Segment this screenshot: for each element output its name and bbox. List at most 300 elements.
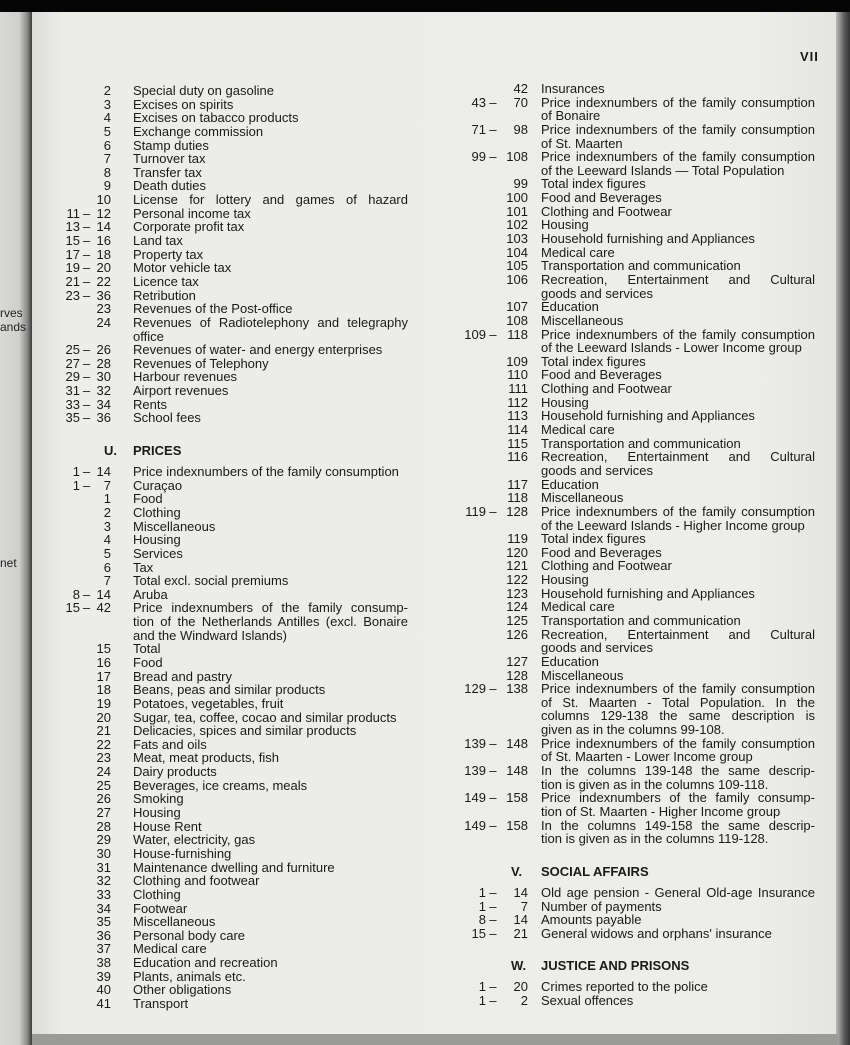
entry-line: Price indexnumbers of the family consumption: [541, 681, 815, 697]
entry-line: Medical care: [541, 422, 615, 438]
range-end: 36: [96, 287, 111, 303]
entry-description: [133, 683, 408, 697]
table-number: [18, 942, 118, 956]
toc-entry: [400, 232, 818, 246]
entry-description: [541, 980, 815, 994]
entry-line: Food and Beverages: [541, 367, 662, 383]
entry-line: Old age pension - General Old-age Insurance: [541, 884, 815, 900]
table-number: [18, 179, 118, 193]
table-number: [18, 302, 118, 316]
number: 26: [96, 791, 111, 807]
table-number: [18, 465, 118, 479]
entry-line: Beans, peas and similar products: [133, 682, 326, 698]
toc-entry: [0, 888, 410, 902]
table-number: [18, 111, 118, 125]
table-number: [428, 532, 528, 546]
entry-line: Exchange commission: [133, 123, 264, 139]
entry-line: Medical care: [133, 941, 207, 957]
range-dash: –: [489, 979, 497, 995]
entry-line: Excises on spirits: [133, 96, 234, 112]
entry-description: [541, 437, 815, 451]
number: 128: [506, 667, 528, 683]
entry-line: In the columns 149-158 the same descrip-: [541, 817, 815, 833]
entry-line: Revenues of Telephony: [133, 355, 269, 371]
entry-line: Transportation and communication: [541, 612, 741, 628]
toc-entry: [0, 492, 410, 506]
entry-description: [133, 111, 408, 125]
range-end: 118: [507, 326, 528, 342]
table-number: [428, 246, 528, 260]
entry-line: Rents: [133, 396, 167, 412]
table-number: [428, 655, 528, 669]
entry-description: [133, 888, 408, 902]
entry-description: [541, 546, 815, 560]
toc-entry: [0, 506, 410, 520]
entry-line: Turnover tax: [133, 151, 206, 167]
entry-line: School fees: [133, 410, 201, 426]
entry-description: [133, 601, 408, 642]
entry-description: [541, 791, 815, 818]
range-dash: –: [489, 94, 497, 110]
entry-description: [133, 983, 408, 997]
toc-entry: [0, 111, 410, 125]
number: 120: [506, 544, 528, 560]
number: 106: [506, 271, 528, 287]
toc-entry: [0, 207, 410, 221]
toc-entry: [400, 886, 818, 900]
entry-line: Price indexnumbers of the family consumption: [541, 94, 815, 110]
entry-description: [133, 179, 408, 193]
range-start: 15: [65, 600, 80, 616]
number: 37: [96, 941, 111, 957]
entry-description: [133, 929, 408, 943]
range-end: 12: [96, 205, 111, 221]
table-number: [18, 398, 118, 412]
entry-description: [133, 656, 408, 670]
entry-description: [541, 913, 815, 927]
entry-description: [541, 614, 815, 628]
range-dash: –: [82, 205, 91, 221]
range-end: 108: [506, 149, 528, 165]
number: 32: [96, 873, 111, 889]
entry-description: [133, 915, 408, 929]
number: 104: [506, 244, 528, 260]
toc-entry: [400, 669, 818, 683]
table-number: [428, 191, 528, 205]
entry-line: Price indexnumbers of the family consumption: [541, 121, 815, 137]
entry-description: [541, 737, 815, 764]
entry-line: goods and services: [541, 640, 654, 656]
range-end: 16: [96, 233, 111, 249]
table-number: [18, 915, 118, 929]
table-number: [18, 492, 118, 506]
number: 36: [96, 927, 111, 943]
toc-entry: [400, 328, 818, 355]
table-number: [18, 316, 118, 330]
entry-description: [133, 520, 408, 534]
entry-description: [133, 724, 408, 738]
table-number: [18, 765, 118, 779]
entry-description: [133, 275, 408, 289]
table-number: [428, 682, 528, 696]
section-title: SOCIAL AFFAIRS: [541, 863, 649, 879]
table-number: [428, 300, 528, 314]
number: 21: [96, 723, 111, 739]
number: 113: [507, 408, 528, 424]
entry-description: [133, 956, 408, 970]
entry-line: Price indexnumbers of the family consumption: [133, 464, 399, 480]
toc-entry: [400, 368, 818, 382]
toc-entry: [0, 84, 410, 98]
table-number: [428, 450, 528, 464]
entry-description: [133, 711, 408, 725]
table-number: [18, 207, 118, 221]
table-number: [428, 437, 528, 451]
toc-entry: [400, 628, 818, 655]
entry-line: Harbour revenues: [133, 369, 238, 385]
range-dash: –: [489, 993, 497, 1009]
number: 6: [103, 559, 111, 575]
entry-line: of St. Maarten: [541, 135, 623, 151]
section-letter: W.: [511, 958, 527, 974]
entry-description: [541, 655, 815, 669]
entry-description: [133, 765, 408, 779]
entry-description: [133, 588, 408, 602]
entry-line: Transportation and communication: [541, 258, 741, 274]
toc-entry: [400, 300, 818, 314]
entry-line: Beverages, ice creams, meals: [133, 777, 308, 793]
entry-line: Education and recreation: [133, 955, 278, 971]
toc-entry: [0, 970, 410, 984]
toc-entry: [400, 682, 818, 737]
entry-line: Water, electricity, gas: [133, 832, 256, 848]
range-dash: –: [489, 925, 497, 941]
table-number: [428, 927, 528, 941]
range-dash: –: [489, 790, 497, 806]
entry-line: Sugar, tea, coffee, cocao and similar products: [133, 709, 397, 725]
entry-line: Total excl. social premiums: [133, 573, 289, 589]
entry-line: Price indexnumbers of the family consumption: [541, 503, 815, 519]
number: 125: [506, 612, 528, 628]
table-number: [428, 737, 528, 751]
toc-entry: [400, 587, 818, 601]
table-number: [18, 520, 118, 534]
table-number: [428, 314, 528, 328]
number: 119: [507, 531, 528, 547]
number: 23: [96, 301, 111, 317]
table-number: [428, 505, 528, 519]
entry-line: Sexual offences: [541, 993, 634, 1009]
toc-entry: [400, 150, 818, 177]
entry-line: of St. Maarten - Total Population. In the: [541, 694, 815, 710]
range-end: 7: [103, 477, 111, 493]
entry-line: Services: [133, 545, 183, 561]
range-start: 1: [72, 477, 80, 493]
scan-bottom-border: [32, 1034, 838, 1045]
entry-description: [133, 847, 408, 861]
toc-entry: [0, 275, 410, 289]
range-start: 25: [65, 342, 80, 358]
toc-entry: [400, 546, 818, 560]
entry-line: Total: [133, 641, 161, 657]
table-number: [428, 177, 528, 191]
entry-description: [541, 587, 815, 601]
entry-line: Revenues of Radiotelephony and telegraphy: [133, 314, 408, 330]
toc-entry: [0, 479, 410, 493]
toc-entry: [400, 819, 818, 846]
range-end: 148: [506, 763, 528, 779]
table-number: [18, 738, 118, 752]
toc-entry: [400, 409, 818, 423]
entry-description: [541, 573, 815, 587]
number: 31: [96, 859, 111, 875]
entry-description: [133, 98, 408, 112]
range-end: 18: [96, 246, 111, 262]
toc-entry: [400, 994, 818, 1008]
range-end: 128: [506, 503, 528, 519]
entry-line: Total index figures: [541, 176, 646, 192]
range-start: 71: [471, 121, 486, 137]
number: 5: [103, 545, 111, 561]
table-number: [18, 506, 118, 520]
toc-entry: [400, 614, 818, 628]
number: 25: [96, 777, 111, 793]
toc-entry: [0, 574, 410, 588]
range-end: 158: [506, 817, 528, 833]
number: 19: [96, 695, 111, 711]
entry-description: [541, 764, 815, 791]
entry-line: tion of St. Maarten - Higher Income group: [541, 803, 781, 819]
toc-entry: [0, 533, 410, 547]
number: 29: [96, 832, 111, 848]
table-number: [428, 382, 528, 396]
number: 101: [506, 203, 528, 219]
range-start: 149: [464, 790, 486, 806]
entry-line: Price indexnumbers of the family consump-: [541, 790, 815, 806]
entry-description: [133, 302, 408, 316]
entry-line: Tax: [133, 559, 154, 575]
table-number: [428, 259, 528, 273]
range-dash: –: [82, 246, 91, 262]
number: 108: [506, 312, 528, 328]
table-number: [18, 642, 118, 656]
entry-line: Price indexnumbers of the family consumption: [541, 149, 815, 165]
toc-entry: [0, 601, 410, 642]
entry-description: [133, 248, 408, 262]
number: 24: [96, 314, 111, 330]
entry-line: and the Windward Islands): [133, 627, 287, 643]
table-number: [18, 533, 118, 547]
range-dash: –: [82, 260, 91, 276]
entry-description: [541, 82, 815, 96]
entry-line: Property tax: [133, 246, 204, 262]
range-end: 20: [513, 979, 528, 995]
entry-description: [541, 205, 815, 219]
entry-line: License for lottery and games of hazard: [133, 192, 408, 208]
table-number: [18, 751, 118, 765]
table-number: [428, 764, 528, 778]
table-number: [428, 573, 528, 587]
table-number: [18, 370, 118, 384]
number: 3: [103, 96, 111, 112]
entry-line: Transport: [133, 996, 189, 1011]
number: 4: [103, 110, 111, 126]
table-number: [428, 218, 528, 232]
entry-line: Excises on tabacco products: [133, 110, 299, 126]
range-end: 14: [96, 464, 111, 480]
entry-description: [541, 994, 815, 1008]
entry-line: Transfer tax: [133, 164, 202, 180]
range-dash: –: [82, 600, 91, 616]
toc-entry: [0, 683, 410, 697]
entry-line: Aruba: [133, 586, 168, 602]
entry-line: Dairy products: [133, 764, 217, 780]
toc-entry: [400, 437, 818, 451]
table-number: [18, 84, 118, 98]
entry-description: [541, 900, 815, 914]
page-number: VII: [800, 49, 819, 64]
toc-entry: [0, 398, 410, 412]
entry-line: goods and services: [541, 462, 654, 478]
range-dash: –: [82, 287, 91, 303]
entry-line: Fats and oils: [133, 736, 207, 752]
range-dash: –: [489, 121, 497, 137]
toc-entry: [400, 980, 818, 994]
range-dash: –: [489, 326, 497, 342]
entry-line: Licence tax: [133, 273, 199, 289]
range-dash: –: [489, 884, 497, 900]
section-title: JUSTICE AND PRISONS: [541, 958, 690, 974]
range-start: 1: [72, 464, 80, 480]
range-start: 21: [65, 273, 80, 289]
table-number: [428, 396, 528, 410]
entry-line: In the columns 139-148 the same descrip-: [541, 763, 815, 779]
entry-line: Plants, animals etc.: [133, 968, 246, 984]
entry-line: Household furnishing and Appliances: [541, 408, 755, 424]
table-number: [18, 983, 118, 997]
entry-line: Household furnishing and Appliances: [541, 585, 755, 601]
entry-description: [133, 942, 408, 956]
range-end: 21: [513, 925, 528, 941]
toc-entry: [400, 600, 818, 614]
table-number: [18, 384, 118, 398]
entry-description: [541, 532, 815, 546]
entry-line: Revenues of water- and energy enterprises: [133, 342, 383, 358]
number: 41: [96, 996, 111, 1011]
entry-description: [133, 261, 408, 275]
table-number: [428, 150, 528, 164]
range-start: 8: [478, 912, 486, 928]
entry-line: Clothing: [133, 504, 181, 520]
table-number: [18, 234, 118, 248]
toc-entry: [0, 997, 410, 1011]
entry-line: Curaçao: [133, 477, 183, 493]
table-number: [18, 820, 118, 834]
range-dash: –: [82, 369, 91, 385]
number: 8: [103, 164, 111, 180]
table-number: [18, 193, 118, 207]
entry-line: Miscellaneous: [133, 518, 216, 534]
number: 114: [507, 422, 528, 438]
entry-line: Potatoes, vegetables, fruit: [133, 695, 284, 711]
entry-description: [541, 232, 815, 246]
section-title: PRICES: [133, 443, 182, 459]
number: 117: [507, 476, 528, 492]
table-number: [18, 956, 118, 970]
entry-line: Personal body care: [133, 927, 246, 943]
toc-entry: [0, 588, 410, 602]
range-dash: –: [489, 681, 497, 697]
toc-entry: [0, 520, 410, 534]
table-number: [18, 861, 118, 875]
entry-line: Housing: [541, 572, 589, 588]
entry-description: [541, 96, 815, 123]
toc-entry: [0, 942, 410, 956]
entry-description: [133, 902, 408, 916]
toc-entry: [0, 956, 410, 970]
table-number: [428, 600, 528, 614]
range-dash: –: [82, 464, 91, 480]
number: 116: [507, 449, 528, 465]
range-end: 138: [506, 681, 528, 697]
table-number: [18, 874, 118, 888]
range-end: 20: [96, 260, 111, 276]
toc-entry: [0, 820, 410, 834]
entry-line: Price indexnumbers of the family consumption: [541, 326, 815, 342]
entry-line: Retribution: [133, 287, 196, 303]
table-number: [18, 847, 118, 861]
entry-description: [133, 411, 408, 425]
entry-description: [133, 234, 408, 248]
range-end: 158: [506, 790, 528, 806]
entry-description: [541, 259, 815, 273]
entry-description: [133, 207, 408, 221]
range-start: 99: [471, 149, 486, 165]
range-end: 28: [96, 355, 111, 371]
entry-description: [541, 927, 815, 941]
entry-description: [133, 820, 408, 834]
range-start: 119: [465, 503, 486, 519]
entry-description: [541, 886, 815, 900]
number: 2: [103, 83, 111, 98]
number: 16: [96, 654, 111, 670]
number: 105: [506, 258, 528, 274]
table-number: [428, 546, 528, 560]
number: 126: [506, 626, 528, 642]
right-column: [400, 82, 818, 1008]
entry-description: [541, 300, 815, 314]
range-start: 149: [464, 817, 486, 833]
entry-description: [541, 491, 815, 505]
entry-line: Miscellaneous: [541, 312, 624, 328]
range-end: 7: [520, 898, 528, 914]
entry-description: [133, 343, 408, 357]
entry-description: [541, 314, 815, 328]
entry-line: of St. Maarten - Lower Income group: [541, 749, 753, 765]
range-start: 1: [478, 993, 486, 1009]
number: 118: [507, 490, 528, 506]
entry-description: [133, 84, 408, 98]
toc-entry: [400, 259, 818, 273]
range-end: 30: [96, 369, 111, 385]
entry-description: [133, 670, 408, 684]
toc-entry: [0, 220, 410, 234]
table-number: [18, 275, 118, 289]
entry-line: Housing: [541, 394, 589, 410]
entry-line: office: [133, 328, 164, 344]
range-start: 11: [66, 205, 80, 221]
entry-description: [133, 193, 408, 207]
